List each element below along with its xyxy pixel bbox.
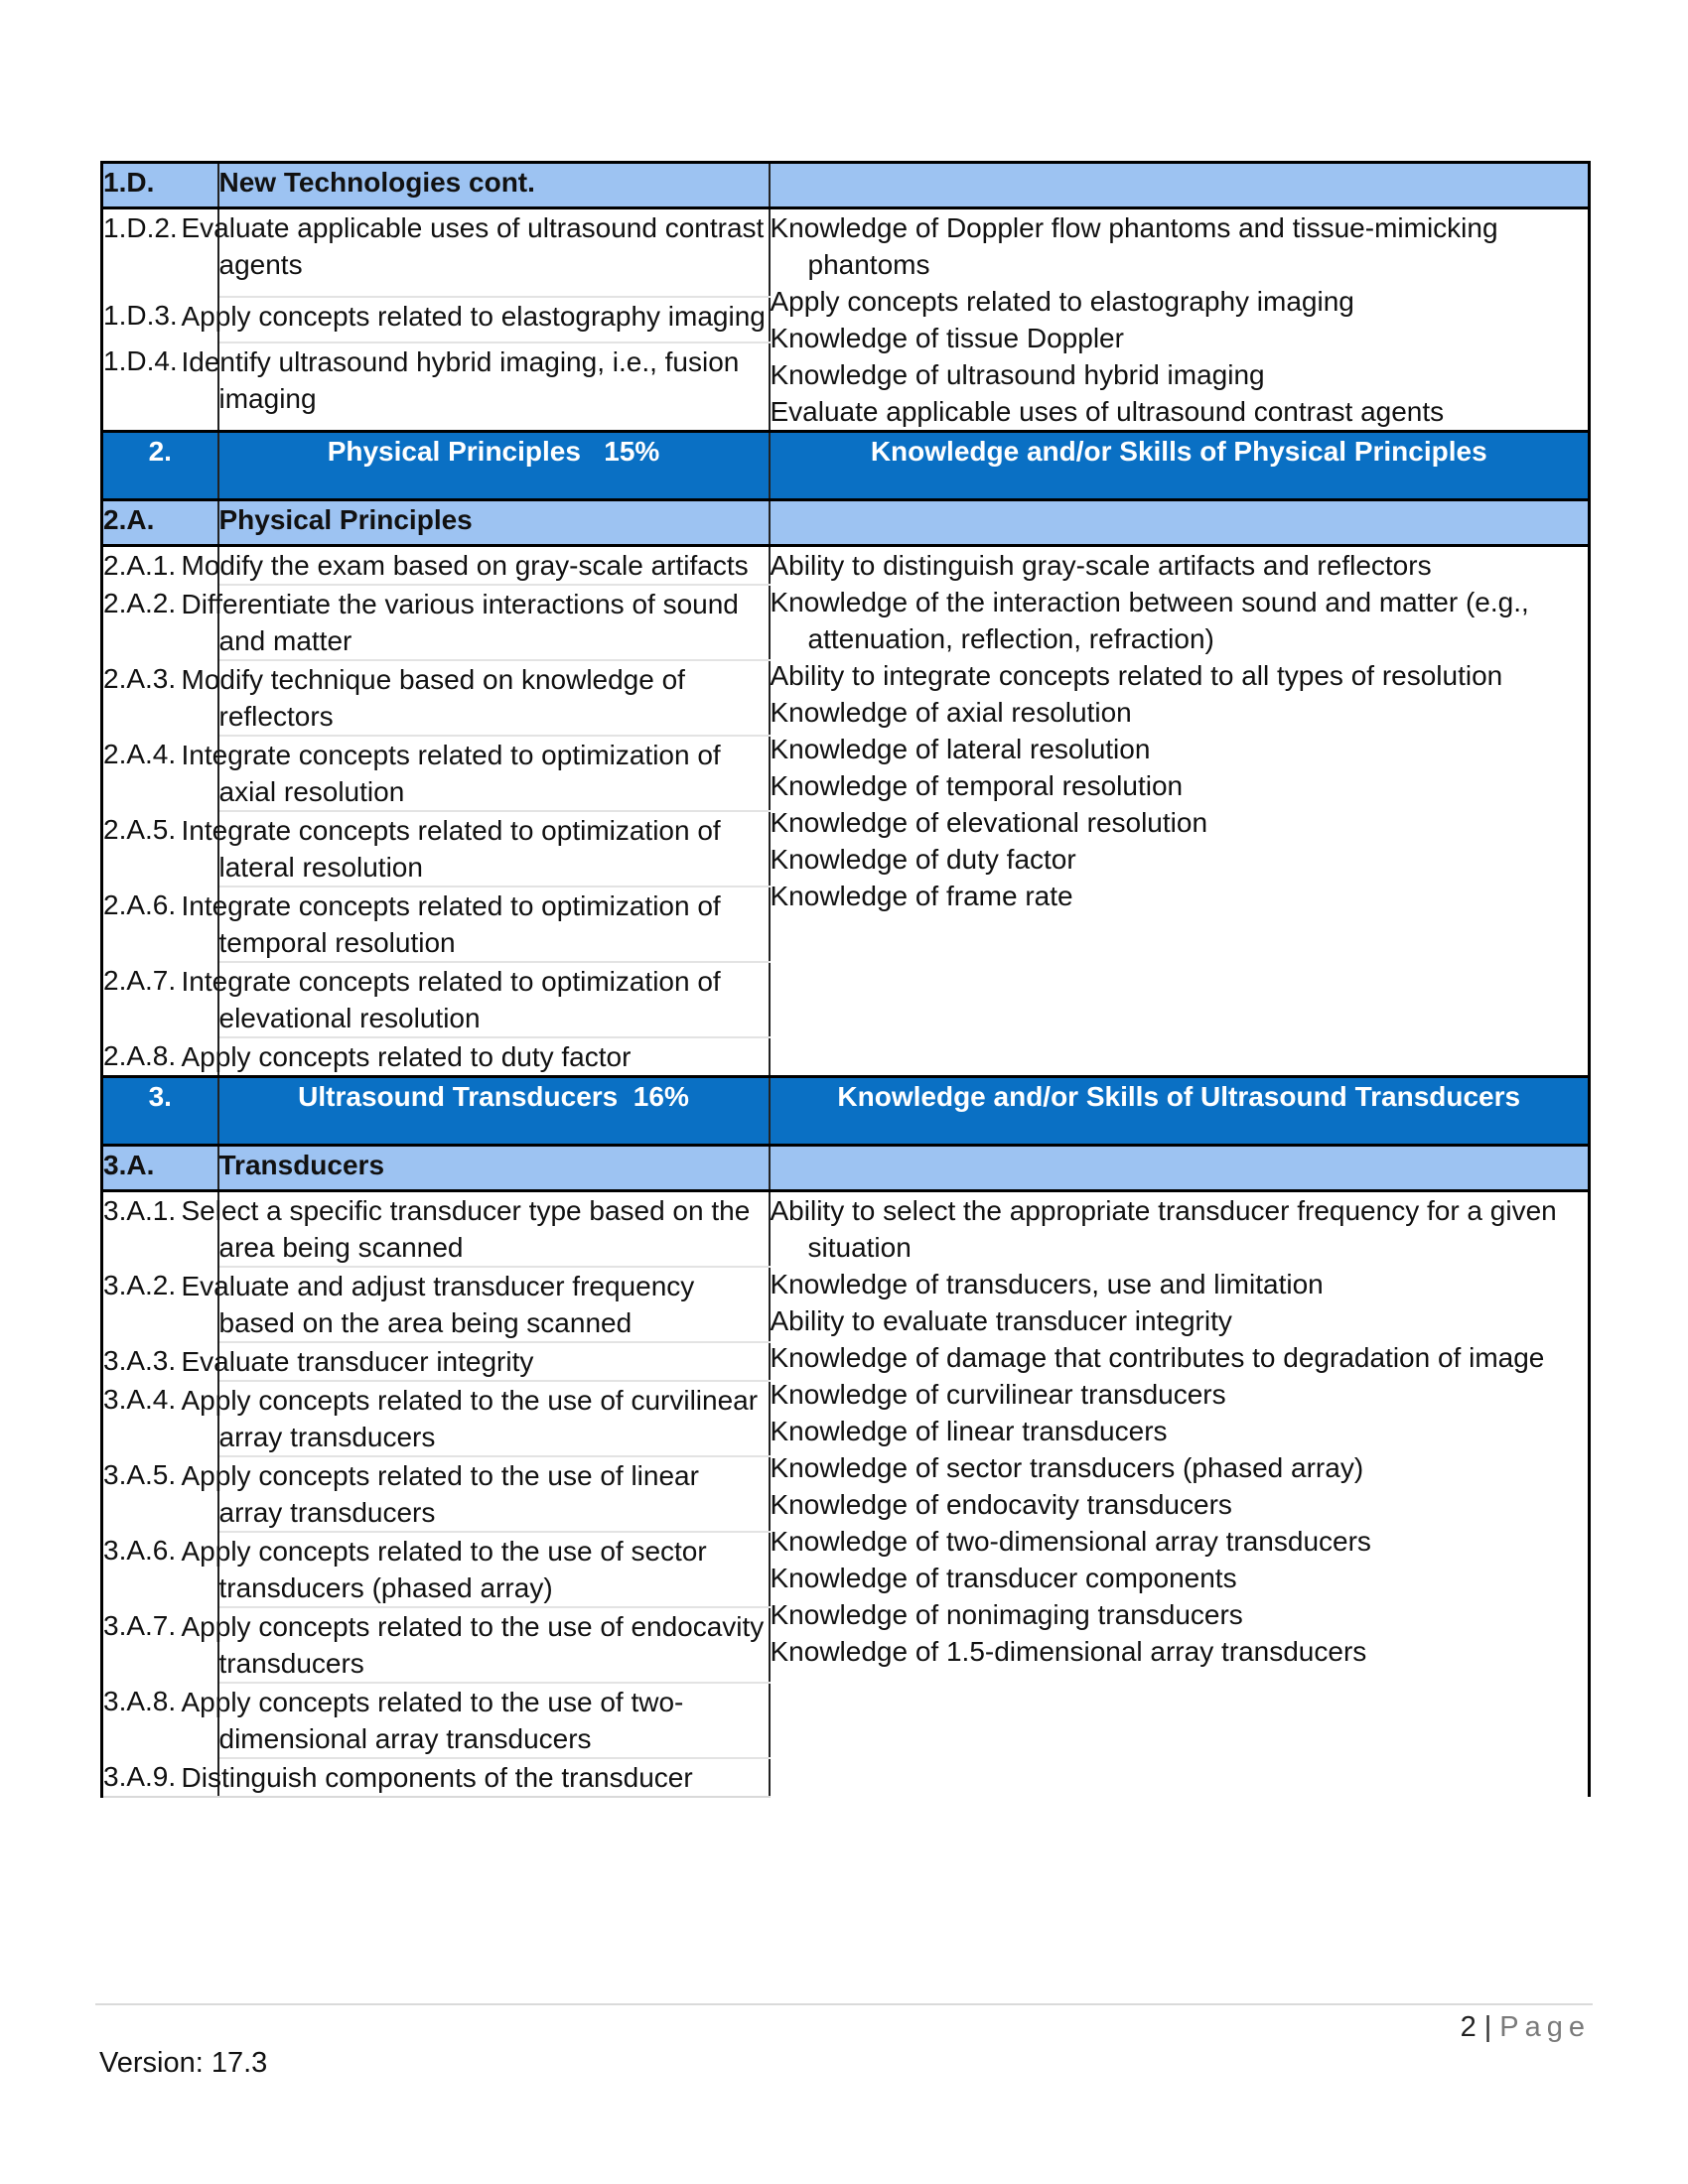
- knowledge-item: Knowledge of axial resolution: [770, 697, 1132, 728]
- subsection-title: New Technologies cont.: [218, 163, 770, 208]
- task-code: 3.A.7.: [102, 1607, 218, 1683]
- knowledge-item: Knowledge of nonimaging transducers: [770, 1599, 1243, 1630]
- knowledge-item: Knowledge of lateral resolution: [770, 734, 1151, 764]
- task-text: Evaluate and adjust transducer frequency based on the area being scanned: [218, 1267, 770, 1342]
- knowledge-item: Knowledge of temporal resolution: [770, 770, 1184, 801]
- task-code: 3.A.8.: [102, 1683, 218, 1758]
- knowledge-item: Ability to integrate concepts related to all types of resolution: [770, 660, 1503, 691]
- task-code: 3.A.6.: [102, 1532, 218, 1607]
- version-label: Version: 17.3: [99, 2047, 268, 2079]
- subsection-code: 2.A.: [102, 500, 218, 546]
- task-text: Evaluate applicable uses of ultrasound contrast agents: [218, 208, 770, 298]
- knowledge-item: Knowledge of frame rate: [770, 881, 1073, 911]
- section-number: 2.: [102, 432, 218, 500]
- task-code: 3.A.3.: [102, 1342, 218, 1381]
- task-code: 2.A.4.: [102, 736, 218, 811]
- task-code: 2.A.2.: [102, 585, 218, 660]
- knowledge-item: Knowledge of curvilinear transducers: [770, 1379, 1226, 1410]
- task-code: 3.A.1.: [102, 1191, 218, 1268]
- subsection-code: 1.D.: [102, 163, 218, 208]
- knowledge-item: Ability to evaluate transducer integrity: [770, 1305, 1232, 1336]
- knowledge-item: Knowledge of tissue Doppler: [770, 323, 1124, 353]
- subsection-knowledge-cell: [770, 500, 1590, 546]
- knowledge-list: [770, 546, 1590, 1077]
- knowledge-item: Knowledge of transducers, use and limitation: [770, 1269, 1324, 1299]
- task-text: Apply concepts related to the use of linear array transducers: [218, 1456, 770, 1532]
- section-title: Physical Principles 15%: [218, 432, 770, 500]
- task-text: Integrate concepts related to optimization of temporal resolution: [218, 887, 770, 962]
- task-text: Modify technique based on knowledge of reflectors: [218, 660, 770, 736]
- knowledge-item: Knowledge of sector transducers (phased array): [770, 1452, 1364, 1483]
- task-text: Modify the exam based on gray-scale artifacts: [218, 546, 770, 586]
- task-code: 2.A.5.: [102, 811, 218, 887]
- table-row: [102, 546, 1590, 586]
- task-text: Differentiate the various interactions of sound and matter: [218, 585, 770, 660]
- task-text: Distinguish components of the transducer: [218, 1758, 770, 1797]
- page-number-separator: |: [1483, 2011, 1492, 2043]
- page-number: [1461, 2011, 1591, 2044]
- task-text: Integrate concepts related to optimization of axial resolution: [218, 736, 770, 811]
- knowledge-item: Apply concepts related to elastography imaging: [770, 286, 1354, 317]
- page-label: Page: [1499, 2011, 1591, 2043]
- task-text: Apply concepts related to the use of two-dimensional array transducers: [218, 1683, 770, 1758]
- knowledge-item: Knowledge of transducer components: [770, 1563, 1237, 1593]
- section-knowledge-title: Knowledge and/or Skills of Ultrasound Transducers: [770, 1077, 1590, 1146]
- subsection-header-2a: [102, 500, 1590, 546]
- subsection-code: 3.A.: [102, 1146, 218, 1191]
- task-text: Evaluate transducer integrity: [218, 1342, 770, 1381]
- task-text: Apply concepts related to the use of curvilinear array transducers: [218, 1381, 770, 1456]
- task-code: 2.A.8.: [102, 1037, 218, 1077]
- knowledge-list: [770, 208, 1590, 432]
- subsection-title: Transducers: [218, 1146, 770, 1191]
- knowledge-item: Knowledge of ultrasound hybrid imaging: [770, 359, 1265, 390]
- task-code: 3.A.9.: [102, 1758, 218, 1797]
- task-text: Apply concepts related to elastography imaging: [218, 297, 770, 342]
- section-header-3: [102, 1077, 1590, 1146]
- knowledge-item: Knowledge of 1.5-dimensional array transducers: [770, 1636, 1367, 1667]
- task-code: 2.A.3.: [102, 660, 218, 736]
- task-text: Identify ultrasound hybrid imaging, i.e., fusion imaging: [218, 342, 770, 432]
- knowledge-item: Ability to select the appropriate transducer frequency for a given situation: [770, 1195, 1557, 1263]
- task-text: Select a specific transducer type based on the area being scanned: [218, 1191, 770, 1268]
- page-number-value: 2: [1460, 2011, 1477, 2043]
- knowledge-item: Knowledge of elevational resolution: [770, 807, 1208, 838]
- task-code: 3.A.5.: [102, 1456, 218, 1532]
- task-text: Apply concepts related to duty factor: [218, 1037, 770, 1077]
- subsection-header-3a: [102, 1146, 1590, 1191]
- knowledge-item: Knowledge of duty factor: [770, 844, 1076, 875]
- task-text: Apply concepts related to the use of endocavity transducers: [218, 1607, 770, 1683]
- knowledge-item: Knowledge of the interaction between sound and matter (e.g., attenuation, reflection, refraction): [770, 587, 1529, 654]
- section-knowledge-title: Knowledge and/or Skills of Physical Principles: [770, 432, 1590, 500]
- section-number: 3.: [102, 1077, 218, 1146]
- knowledge-item: Ability to distinguish gray-scale artifacts and reflectors: [770, 550, 1432, 581]
- task-code: 3.A.2.: [102, 1267, 218, 1342]
- knowledge-list: [770, 1191, 1590, 1798]
- knowledge-item: Evaluate applicable uses of ultrasound contrast agents: [770, 396, 1445, 427]
- task-code: 3.A.4.: [102, 1381, 218, 1456]
- task-code: 1.D.2.: [102, 208, 218, 298]
- subsection-knowledge-cell: [770, 163, 1590, 208]
- task-code: 2.A.7.: [102, 962, 218, 1037]
- task-code: 2.A.1.: [102, 546, 218, 586]
- task-code: 1.D.4.: [102, 342, 218, 432]
- knowledge-item: Knowledge of endocavity transducers: [770, 1489, 1232, 1520]
- section-header-2: [102, 432, 1590, 500]
- task-code: 1.D.3.: [102, 297, 218, 342]
- knowledge-item: Knowledge of Doppler flow phantoms and tissue-mimicking phantoms: [770, 212, 1498, 280]
- table-row: [102, 1191, 1590, 1268]
- table-row: [102, 208, 1590, 298]
- subsection-title: Physical Principles: [218, 500, 770, 546]
- task-text: Apply concepts related to the use of sector transducers (phased array): [218, 1532, 770, 1607]
- task-code: 2.A.6.: [102, 887, 218, 962]
- knowledge-item: Knowledge of linear transducers: [770, 1416, 1168, 1446]
- task-text: Integrate concepts related to optimization of elevational resolution: [218, 962, 770, 1037]
- knowledge-item: Knowledge of two-dimensional array transducers: [770, 1526, 1371, 1557]
- section-title: Ultrasound Transducers 16%: [218, 1077, 770, 1146]
- task-text: Integrate concepts related to optimization of lateral resolution: [218, 811, 770, 887]
- content-outline-table: [100, 161, 1591, 1798]
- knowledge-item: Knowledge of damage that contributes to degradation of image: [770, 1342, 1545, 1373]
- subsection-header-1d: [102, 163, 1590, 208]
- subsection-knowledge-cell: [770, 1146, 1590, 1191]
- footer-divider: [95, 2003, 1593, 2005]
